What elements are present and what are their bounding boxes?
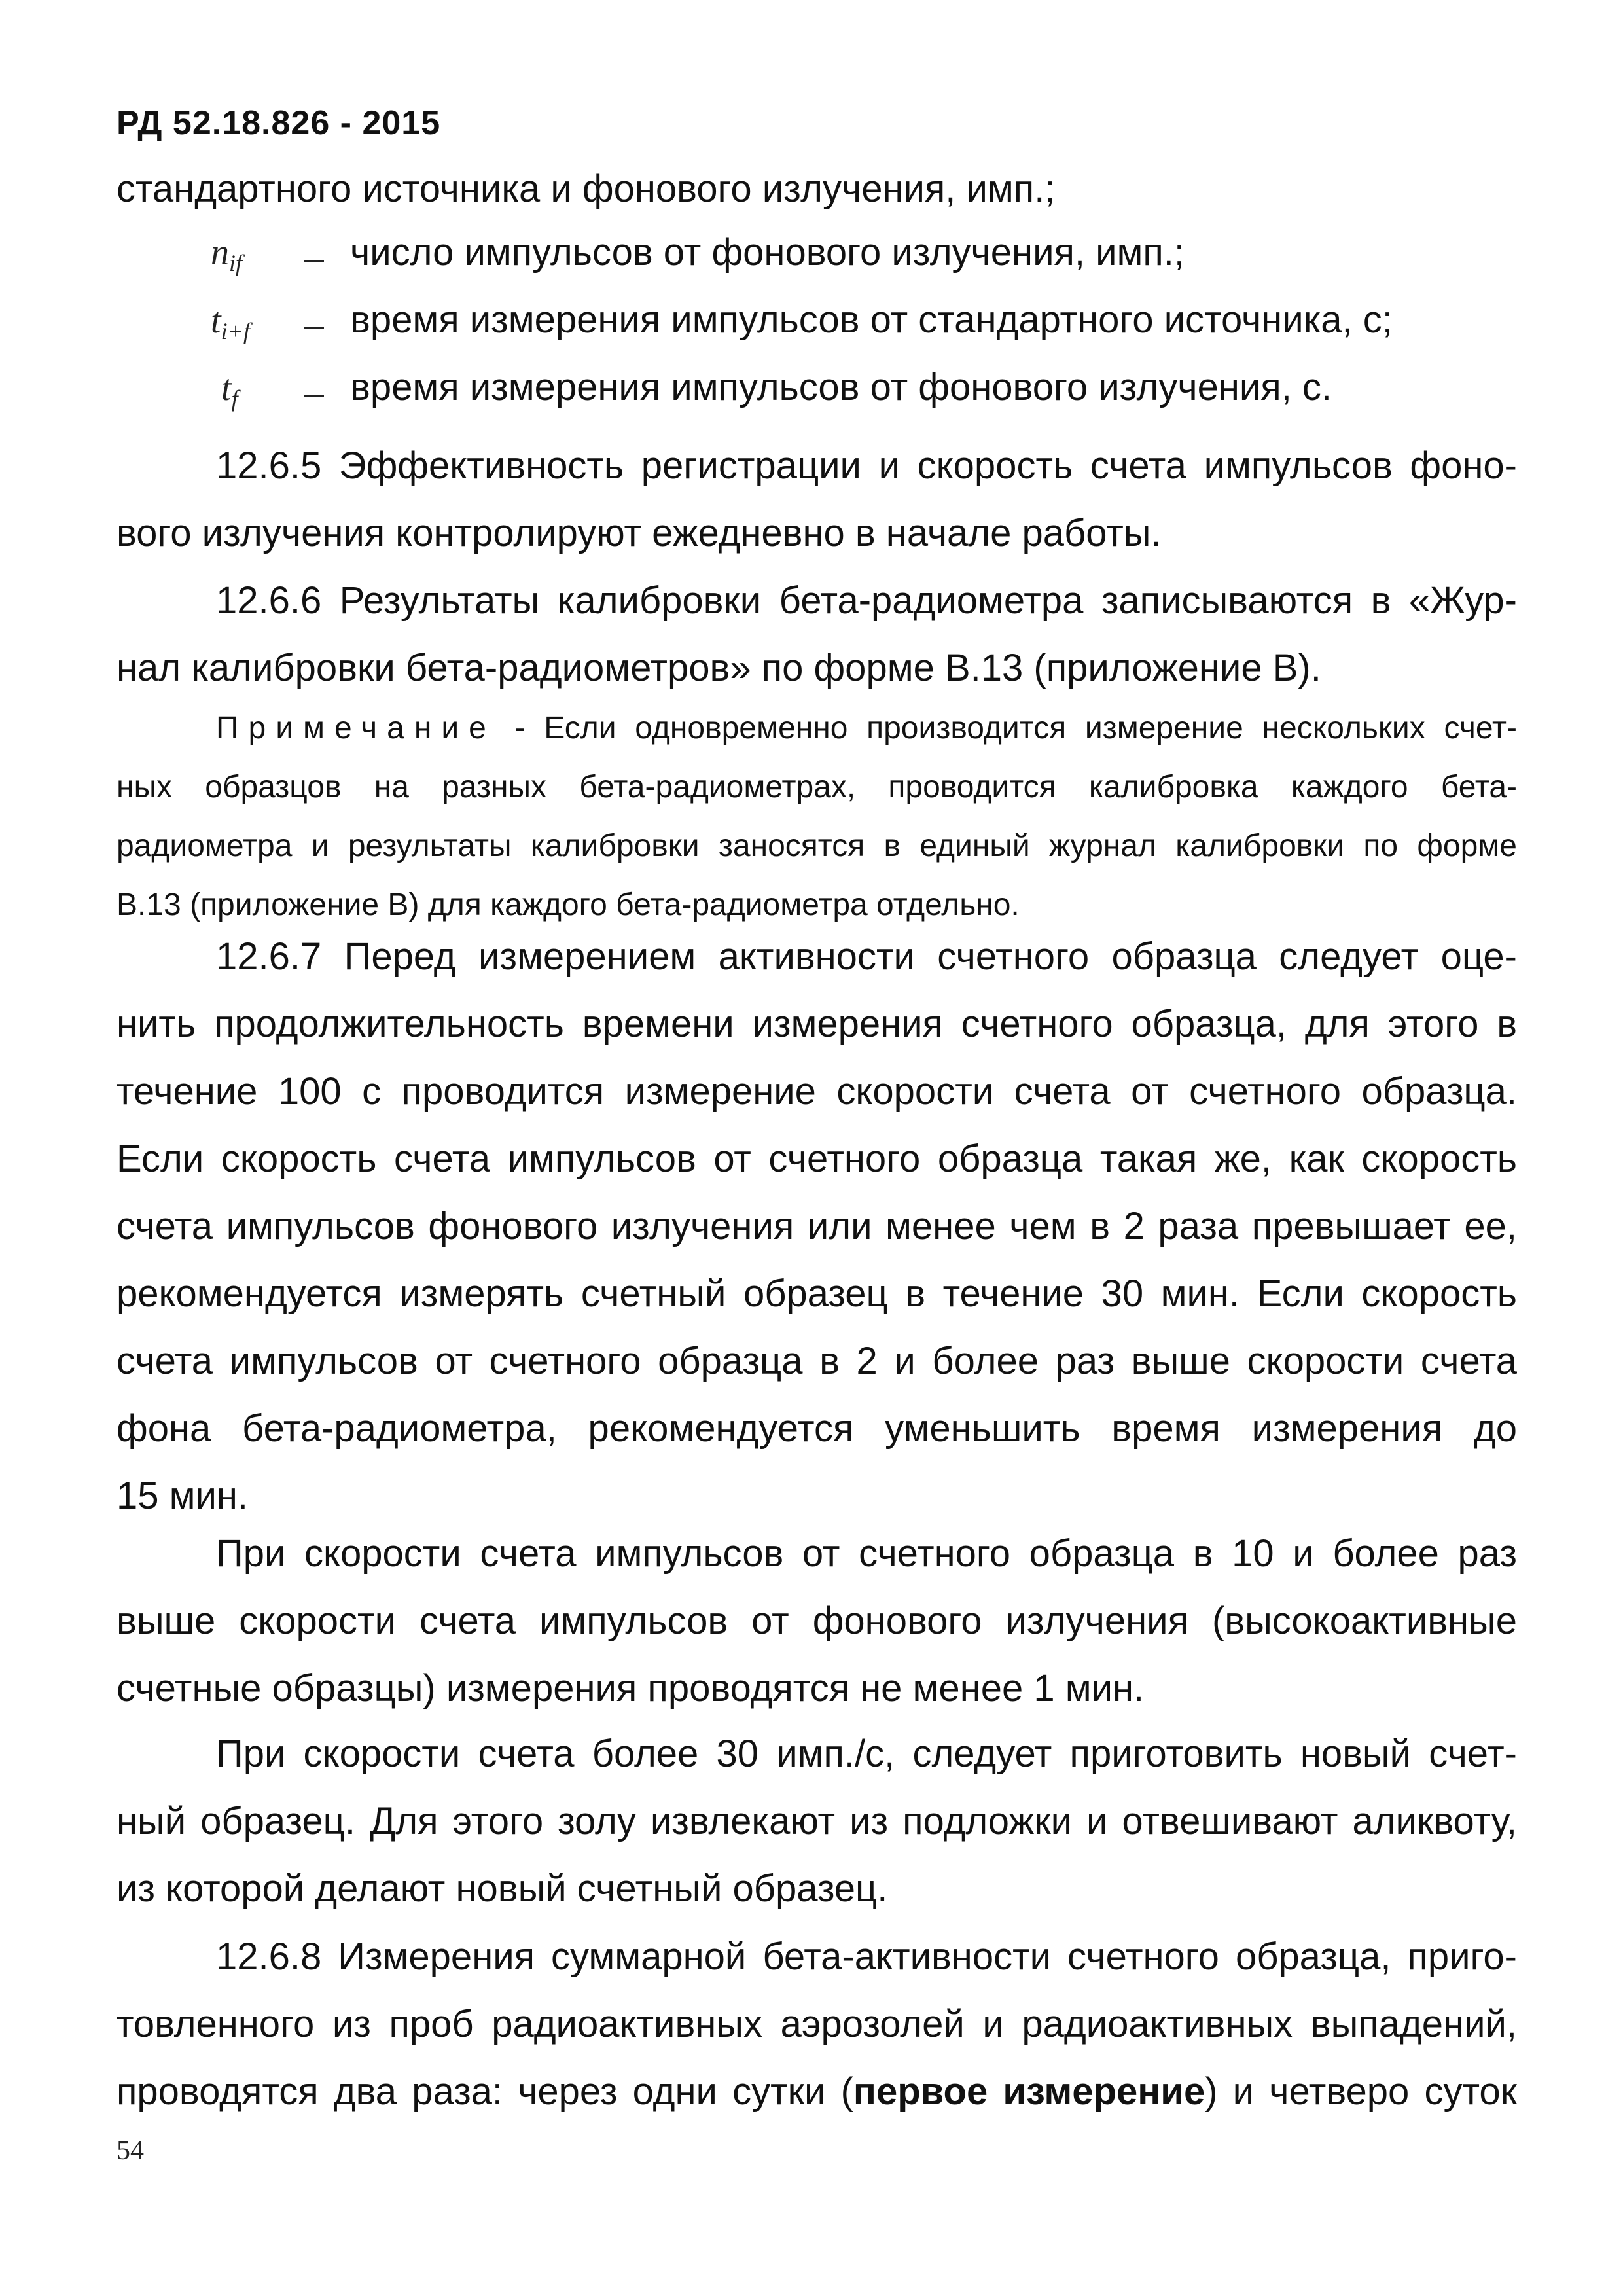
paragraph-line: При скорости счета импульсов от счетного образца в 10 и более раз [216, 1532, 1517, 1575]
paragraph-line: ный образец. Для этого золу извлекают из подложки и отвешивают аликвоту, [116, 1800, 1517, 1842]
paragraph-line: 12.6.6 Результаты калибровки бета-радиометра записываются в «Жур- [216, 579, 1517, 622]
paragraph-line: 15 мин. [116, 1475, 249, 1517]
paragraph-line: Если скорость счета импульсов от счетного образца такая же, как скорость [116, 1138, 1517, 1180]
variable-description-tf: время измерения импульсов от фонового излучения, с. [350, 366, 1332, 408]
note-line: радиометра и результаты калибровки заносятся в единый журнал калибровки по форме [116, 829, 1517, 863]
paragraph-line [116, 2058, 1517, 2125]
definition-dash [304, 395, 324, 397]
symbol-subscript: f [231, 386, 238, 412]
paragraph-line: из которой делают новый счетный образец. [116, 1867, 888, 1910]
paragraph-line: 12.6.8 Измерения суммарной бета-активности счетного образца, приго- [216, 1935, 1517, 1978]
note-first-line-text: - Если одновременно производится измерение нескольких счет- [495, 711, 1517, 745]
paragraph-line: товленного из проб радиоактивных аэрозолей и радиоактивных выпадений, [116, 2003, 1517, 2045]
page-number: 54 [116, 2136, 144, 2166]
variable-description-tif: время измерения импульсов от стандартного источника, с; [350, 298, 1393, 341]
note-line [116, 699, 1517, 758]
paragraph-new-sample [116, 1720, 1517, 1922]
line-text-start: проводятся два раза: через одни сутки ( [116, 2070, 853, 2113]
paragraph-line: нить продолжительность времени измерения счетного образца, для этого в [116, 1003, 1517, 1045]
symbol-subscript: if [229, 250, 243, 276]
paragraph-line: течение 100 с проводится измерение скорости счета от счетного образца. [116, 1070, 1517, 1113]
variable-symbol-tif [211, 300, 250, 345]
paragraph-line: фона бета-радиометра, рекомендуется уменьшить время измерения до [116, 1407, 1517, 1450]
paragraph-line: 12.6.7 Перед измерением активности счетного образца следует оце- [216, 935, 1517, 978]
symbol-main: t [211, 300, 221, 341]
symbol-main: n [211, 232, 229, 273]
symbol-main: t [221, 368, 232, 408]
paragraph-line: рекомендуется измерять счетный образец в течение 30 мин. Если скорость [116, 1272, 1517, 1315]
paragraph-12-6-7 [116, 923, 1517, 1530]
variable-symbol-tf [221, 367, 238, 412]
paragraph-line: 12.6.5 Эффективность регистрации и скорость счета импульсов фоно- [216, 444, 1517, 487]
paragraph-high-activity [116, 1520, 1517, 1722]
paragraph-line: счетные образцы) измерения проводятся не менее 1 мин. [116, 1667, 1145, 1710]
continuation-line [116, 155, 1517, 223]
paragraph-12-6-8 [116, 1923, 1517, 2125]
paragraph-line: счета импульсов от счетного образца в 2 и более раз выше скорости счета [116, 1340, 1517, 1382]
variable-description-nif: число импульсов от фонового излучения, имп.; [350, 231, 1185, 274]
paragraph-12-6-6 [116, 567, 1517, 702]
note-label: Примечание [216, 711, 496, 745]
variable-symbol-nif [211, 232, 242, 277]
paragraph-line: нал калибровки бета-радиометров» по форме В.13 (приложение В). [116, 647, 1321, 689]
note-line: В.13 (приложение В) для каждого бета-радиометра отдельно. [116, 888, 1020, 922]
definition-dash [304, 260, 324, 262]
document-code-header: РД 52.18.826 - 2015 [116, 104, 441, 142]
note-block [116, 699, 1517, 935]
paragraph-line: При скорости счета более 30 имп./с, следует приготовить новый счет- [216, 1732, 1517, 1775]
line-text-end: ) и четверо суток [1205, 2070, 1517, 2113]
continuation-text: стандартного источника и фонового излучения, имп.; [116, 168, 1056, 210]
note-line: ных образцов на разных бета-радиометрах, проводится калибровка каждого бета- [116, 770, 1517, 804]
paragraph-line: счета импульсов фонового излучения или менее чем в 2 раза превышает ее, [116, 1205, 1517, 1247]
symbol-subscript: i+f [221, 318, 250, 344]
paragraph-12-6-5 [116, 432, 1517, 567]
paragraph-line: выше скорости счета импульсов от фонового излучения (высокоактивные [116, 1600, 1517, 1642]
emphasis-first-measurement: первое измерение [853, 2070, 1205, 2113]
definition-dash [304, 327, 324, 329]
paragraph-line: вого излучения контролируют ежедневно в начале работы. [116, 512, 1162, 554]
